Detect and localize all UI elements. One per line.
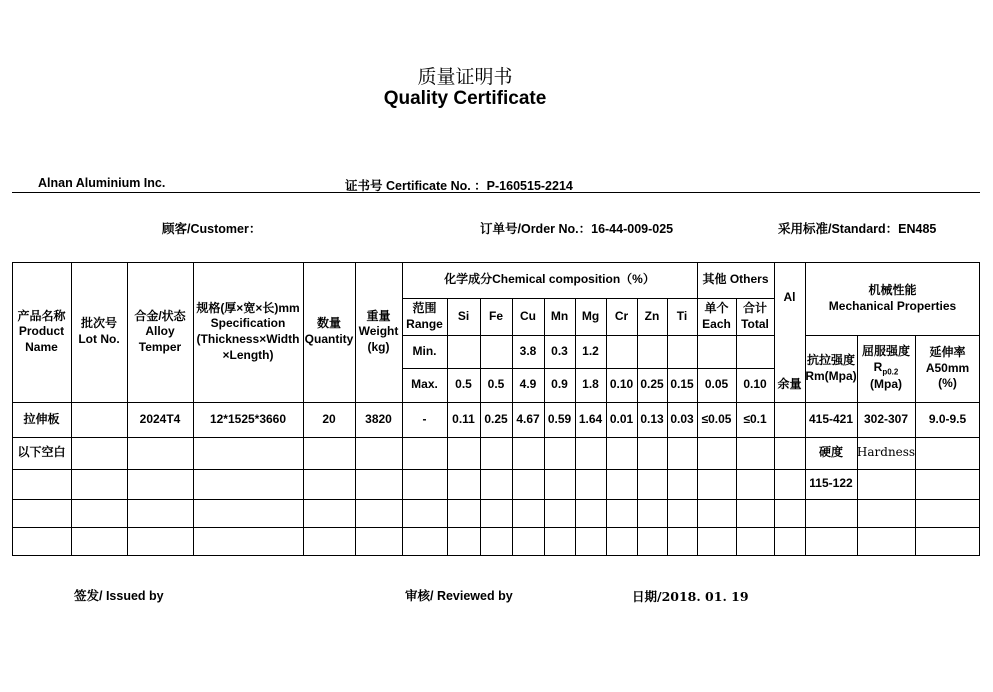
hardness-english: Hardness xyxy=(856,445,916,460)
specification-header: 规格(厚×宽×长)mm Specification (Thickness×Width ×Length) xyxy=(196,300,300,362)
element-ti: Ti xyxy=(676,308,688,323)
row-mg: 1.64 xyxy=(578,411,603,426)
mechanical-properties-header: 机械性能 Mechanical Properties xyxy=(828,282,957,313)
order-number: 订单号/Order No.：16-44-009-025 xyxy=(480,222,674,236)
others-header: 其他 Others xyxy=(702,272,769,287)
aluminium-remainder: 余量 xyxy=(777,377,802,392)
yield-strength-symbol: $R_{p0.2}$ xyxy=(873,359,899,376)
row-cu: 4.67 xyxy=(516,411,540,426)
min-si xyxy=(447,335,480,368)
reviewed-by: 审核/ Reviewed by xyxy=(405,589,513,603)
row-total: ≤0.1 xyxy=(743,411,767,426)
blank-below-note: 以下空白 xyxy=(17,445,66,460)
product-name-header: 产品名称 Product Name xyxy=(17,308,66,354)
min-cr xyxy=(606,335,637,368)
others-total-header: 合计 Total xyxy=(741,300,769,331)
max-mg: 1.8 xyxy=(582,377,599,392)
element-cu: Cu xyxy=(520,308,536,323)
row-zn: 0.13 xyxy=(640,411,664,426)
row-yield: 302-307 xyxy=(863,411,909,426)
issue-date: 日期/2018. 01. 19 xyxy=(632,589,749,604)
row-ti: 0.03 xyxy=(670,411,694,426)
certificate-number: 证书号 Certificate No. ：P-160515-2214 xyxy=(345,179,573,193)
element-mn: Mn xyxy=(550,308,569,323)
min-ti xyxy=(667,335,697,368)
max-si: 0.5 xyxy=(455,377,472,392)
chemical-composition-header: 化学成分Chemical composition（%） xyxy=(444,272,655,287)
row-product: 拉伸板 xyxy=(23,411,60,426)
customer-label: 顾客/Customer： xyxy=(162,222,262,236)
row-alloy: 2024T4 xyxy=(139,411,181,426)
title-english: Quality Certificate xyxy=(383,88,547,109)
max-fe: 0.5 xyxy=(487,377,505,392)
row-lot xyxy=(71,402,127,437)
hardness-value: 115-122 xyxy=(809,476,853,491)
max-zn: 0.25 xyxy=(640,377,664,392)
min-fe xyxy=(480,335,512,368)
element-si: Si xyxy=(457,308,470,323)
aluminium-header: Al xyxy=(783,290,796,305)
min-zn xyxy=(637,335,667,368)
max-ti: 0.15 xyxy=(670,377,694,392)
company-name: Alnan Aluminium Inc. xyxy=(38,176,166,190)
tensile-strength-header: 抗拉强度 Rm(Mpa) xyxy=(805,352,857,383)
max-label: Max. xyxy=(411,377,438,392)
max-cu: 4.9 xyxy=(519,377,537,392)
row-range: - xyxy=(422,411,427,426)
yield-strength-unit: (Mpa) xyxy=(870,377,902,392)
row-fe: 0.25 xyxy=(484,411,508,426)
max-total: 0.10 xyxy=(743,377,767,392)
elongation-header: 延伸率 A50mm (%) xyxy=(925,345,970,391)
title-chinese: 质量证明书 xyxy=(417,67,513,88)
row-each: ≤0.05 xyxy=(701,411,732,426)
element-mg: Mg xyxy=(581,308,600,323)
weight-header: 重量 Weight (kg) xyxy=(358,308,399,354)
min-total xyxy=(736,335,774,368)
element-cr: Cr xyxy=(614,308,629,323)
max-each: 0.05 xyxy=(704,377,729,392)
row-quantity: 20 xyxy=(322,411,336,426)
row-cr: 0.01 xyxy=(609,411,634,426)
row-mn: 0.59 xyxy=(547,411,572,426)
yield-strength-label: 屈服强度 xyxy=(861,344,910,359)
row-elongation: 9.0-9.5 xyxy=(928,411,967,426)
element-zn: Zn xyxy=(644,308,660,323)
min-each xyxy=(697,335,736,368)
standard: 采用标准/Standard：EN485 xyxy=(778,222,937,236)
hardness-label: 硬度 xyxy=(818,445,843,460)
min-mn: 0.3 xyxy=(551,343,568,358)
min-label: Min. xyxy=(412,343,437,358)
others-each-header: 单个 Each xyxy=(702,300,731,331)
max-cr: 0.10 xyxy=(609,377,634,392)
min-cu: 3.8 xyxy=(519,343,537,358)
min-mg: 1.2 xyxy=(582,343,599,358)
issued-by: 签发/ Issued by xyxy=(74,589,164,603)
element-fe: Fe xyxy=(488,308,503,323)
quantity-header: 数量 Quantity xyxy=(304,316,354,346)
lot-number-header: 批次号 Lot No. xyxy=(78,316,120,346)
alloy-temper-header: 合金/状态 Alloy Temper xyxy=(134,308,186,354)
yield-strength-header xyxy=(857,335,915,402)
row-weight: 3820 xyxy=(365,411,392,426)
range-header: 范围 Range xyxy=(406,300,443,331)
row-tensile: 415-421 xyxy=(808,411,854,426)
row-si: 0.11 xyxy=(452,411,475,426)
max-mn: 0.9 xyxy=(551,377,568,392)
row-specification: 12*1525*3660 xyxy=(209,411,287,426)
